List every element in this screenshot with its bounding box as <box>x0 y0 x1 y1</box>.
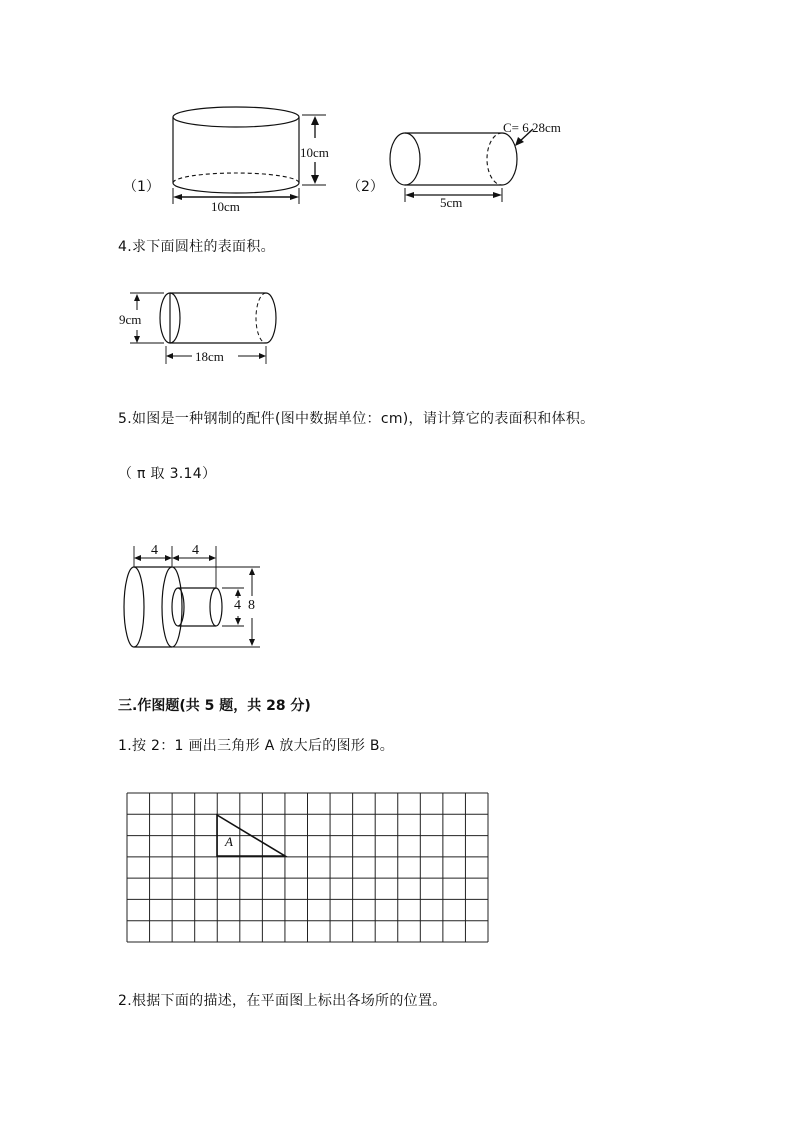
grid-drawing <box>126 792 490 944</box>
drawing-grid <box>126 792 490 944</box>
figure-1-index: （1） <box>123 179 160 195</box>
question-4-text: 4.求下面圆柱的表面积。 <box>118 239 275 255</box>
part-dim-right: 4 <box>192 543 199 558</box>
section-3-title: 三.作图题(共 5 题，共 28 分) <box>118 698 311 714</box>
figure-1-height-label: 10cm <box>300 145 329 160</box>
grid-lines <box>127 793 488 942</box>
triangle-a-label: A <box>225 834 233 849</box>
part-dim-left: 4 <box>151 543 158 558</box>
section-3-question-1-text: 1.按 2：1 画出三角形 A 放大后的图形 B。 <box>118 738 395 754</box>
q4-length-label: 18cm <box>195 349 224 364</box>
q4-diameter-label: 9cm <box>119 312 142 327</box>
part-outer-diameter: 8 <box>248 598 255 613</box>
part-inner-diameter: 4 <box>234 598 241 613</box>
figure-2-circumference-label: C= 6.28cm <box>503 120 561 135</box>
figure-1-width-label: 10cm <box>211 199 240 214</box>
section-3-question-2-text: 2.根据下面的描述，在平面图上标出各场所的位置。 <box>118 993 447 1009</box>
question-5-pi-note: （ π 取 3.14） <box>118 466 217 482</box>
question-5-text: 5.如图是一种钢制的配件(图中数据单位：cm)，请计算它的表面积和体积。 <box>118 411 595 427</box>
figure-2-length-label: 5cm <box>440 195 463 210</box>
figure-2-index: （2） <box>347 179 384 195</box>
